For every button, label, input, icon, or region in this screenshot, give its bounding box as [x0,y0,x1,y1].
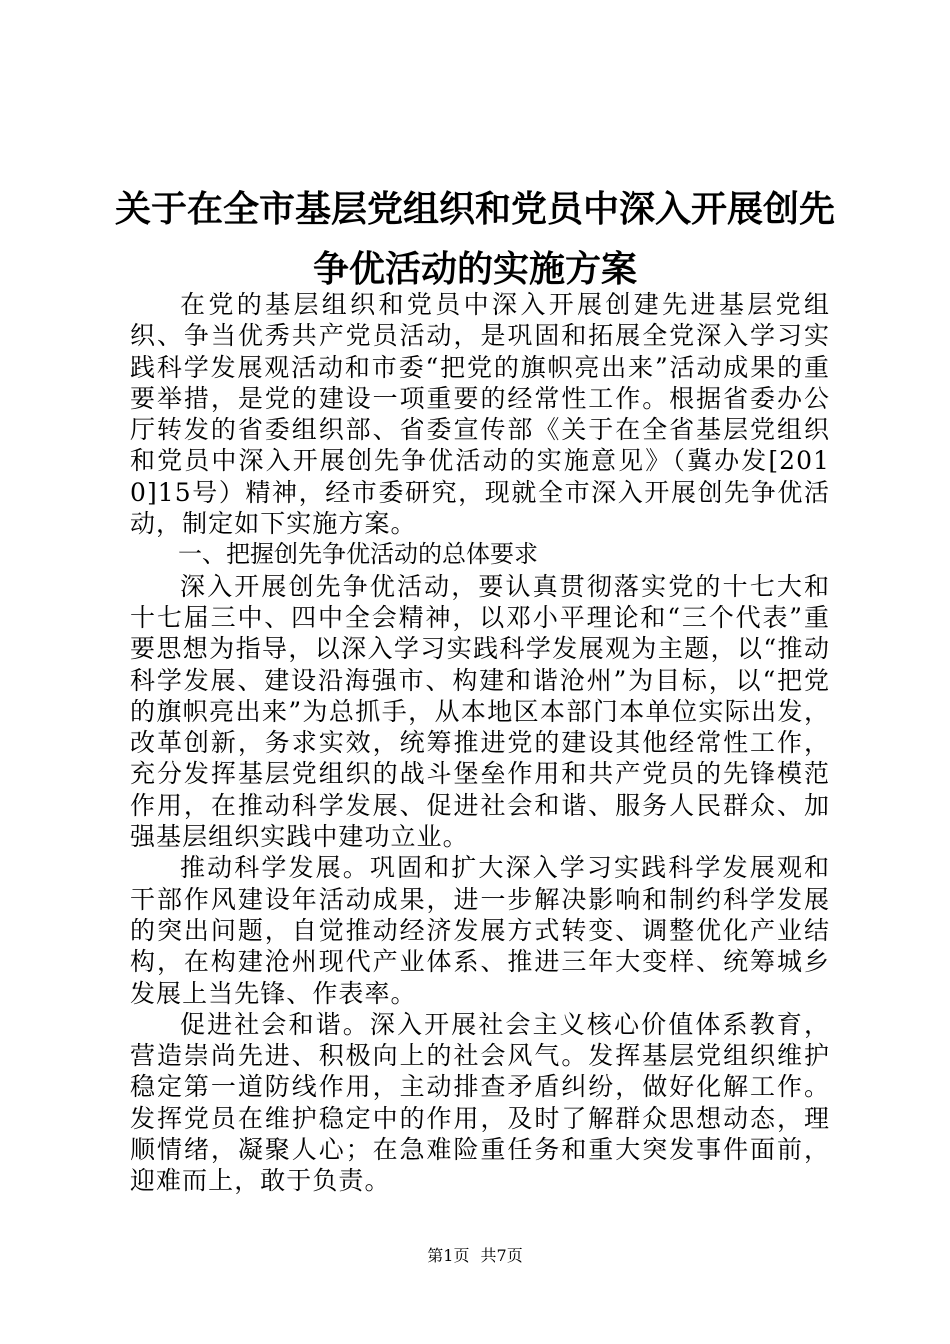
page-total: 共7页 [480,1246,523,1265]
page-number: 第1页 [427,1246,470,1265]
paragraph-general-requirements: 深入开展创先争优活动，要认真贯彻落实党的十七大和十七届三中、四中全会精神，以邓小平理论和“三个代表”重要思想为指导，以深入学习实践科学发展观为主题，以“推动科学发展、建设沿海强市、构建和谐沧州”为目标，以“把党的旗帜亮出来”为总抓手，从本地区本部门本单位实际出发，改革创新，务求实效，统筹推进党的建设其他经常性工作，充分发挥基层党组织的战斗堡垒作用和共产党员的先锋模范作用，在推动科学发展、促进社会和谐、服务人民群众、加强基层组织实践中建功立业。 [130,571,830,852]
page-footer [0,1246,950,1266]
paragraph-promote-scientific-development: 推动科学发展。巩固和扩大深入学习实践科学发展观和干部作风建设年活动成果，进一步解决影响和制约科学发展的突出问题，自觉推动经济发展方式转变、调整优化产业结构，在构建沧州现代产业体系、推进三年大变样、统筹城乡发展上当先锋、作表率。 [130,853,830,1008]
document-title-line-1: 关于在全市基层党组织和党员中深入开展创先 [114,189,835,230]
document-body [130,289,830,1197]
paragraph-intro: 在党的基层组织和党员中深入开展创建先进基层党组织、争当优秀共产党员活动，是巩固和拓展全党深入学习实践科学发展观活动和市委“把党的旗帜亮出来”活动成果的重要举措，是党的建设一项重要的经常性工作。根据省委办公厅转发的省委组织部、省委宣传部《关于在全省基层党组织和党员中深入开展创先争优活动的实施意见》（冀办发[2010]15号）精神，经市委研究，现就全市深入开展创先争优活动，制定如下实施方案。 [130,290,830,539]
section-heading-general-requirements: 一、把握创先争优活动的总体要求 [178,540,538,569]
document-title-line-2: 争优活动的实施方案 [312,249,637,290]
paragraph-promote-social-harmony: 促进社会和谐。深入开展社会主义核心价值体系教育，营造崇尚先进、积极向上的社会风气。发挥基层党组织维护稳定第一道防线作用，主动排查矛盾纠纷，做好化解工作。发挥党员在维护稳定中的作用，及时了解群众思想动态，理顺情绪，凝聚人心；在急难险重任务和重大突发事件面前，迎难而上，敢于负责。 [130,1009,830,1196]
